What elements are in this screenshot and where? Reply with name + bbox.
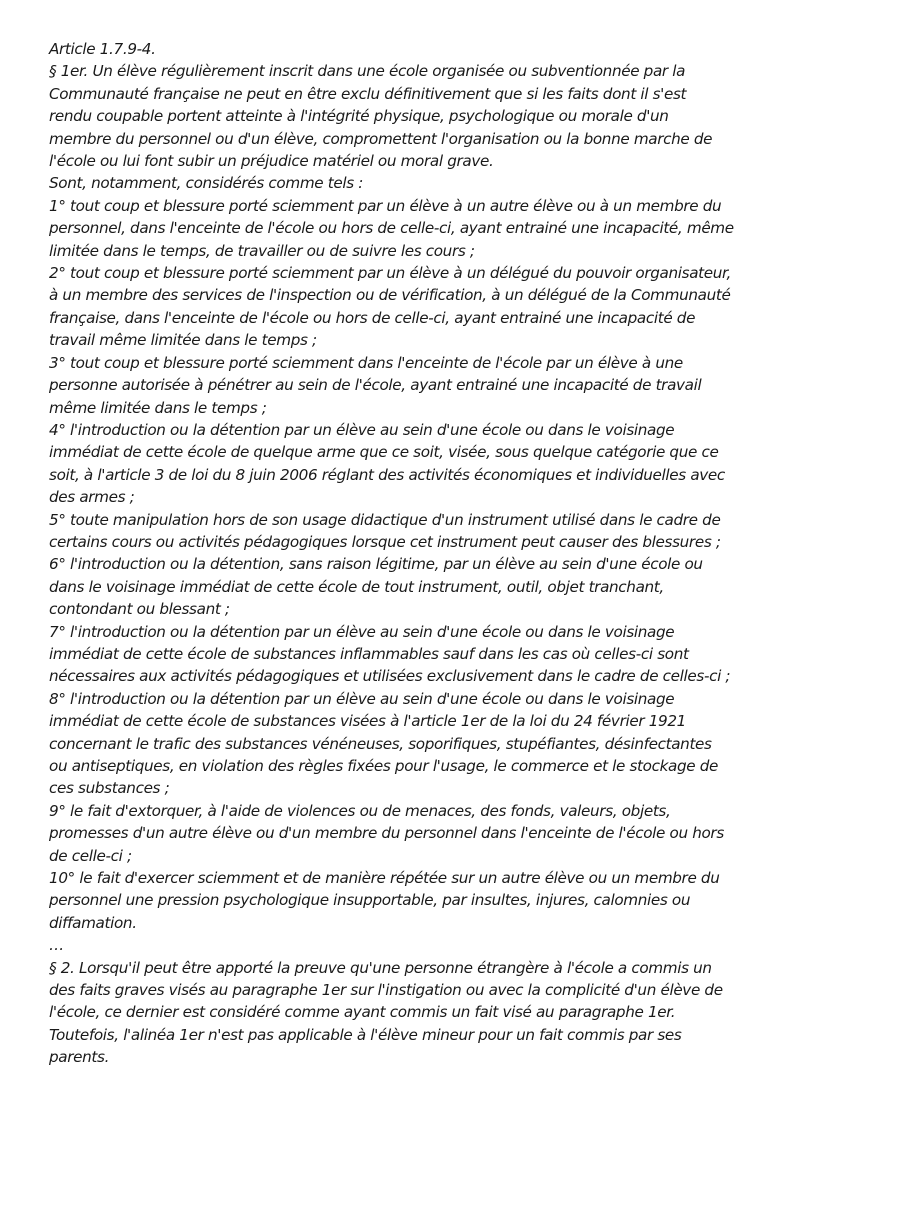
list-item-6-line: dans le voisinage immédiat de cette école de tout instrument, outil, objet tranchant,	[49, 577, 664, 596]
list-item-4-line: 4° l'introduction ou la détention par un élève au sein d'une école ou dans le voisinage	[49, 420, 675, 439]
paragraph-2-line: § 2. Lorsqu'il peut être apporté la preuve qu'une personne étrangère à l'école a commis un	[49, 958, 712, 977]
list-item-8-line: immédiat de cette école de substances visées à l'article 1er de la loi du 24 février 1921	[49, 712, 686, 731]
list-item-2-line: 2° tout coup et blessure porté sciemment par un élève à un délégué du pouvoir organisateur,	[49, 264, 732, 283]
list-item-1-line: personnel, dans l'enceinte de l'école ou hors de celle-ci, ayant entrainé une incapacité, même	[49, 219, 734, 238]
list-item-2-line: à un membre des services de l'inspection ou de vérification, à un délégué de la Communauté	[49, 286, 731, 305]
list-item-2-line: française, dans l'enceinte de l'école ou hors de celle-ci, ayant entrainé une incapacité de	[49, 308, 696, 327]
list-item-8-line: ou antiseptiques, en violation des règles fixées pour l'usage, le commerce et le stockage de	[49, 757, 719, 775]
list-item-6-line: contondant ou blessant ;	[49, 600, 230, 619]
list-item-7-line: immédiat de cette école de substances inflammables sauf dans les cas où celles-ci sont	[49, 644, 689, 663]
list-item-5-line: 5° toute manipulation hors de son usage didactique d'un instrument utilisé dans le cadre de	[49, 510, 721, 529]
paragraph-1-line: § 1er. Un élève régulièrement inscrit dans une école organisée ou subventionnée par la	[49, 62, 686, 81]
document-body	[49, 38, 749, 1069]
list-item-9-line: de celle-ci ;	[49, 846, 132, 865]
paragraph-2-line: Toutefois, l'alinéa 1er n'est pas applicable à l'élève mineur pour un fait commis par ses	[49, 1025, 682, 1044]
list-item-1-line: 1° tout coup et blessure porté sciemment par un élève à un autre élève ou à un membre du	[49, 196, 722, 215]
paragraph-2-line: parents.	[49, 1048, 110, 1067]
list-item-3-line: personne autorisée à pénétrer au sein de l'école, ayant entrainé une incapacité de travail	[49, 376, 702, 395]
list-item-3-line: 3° tout coup et blessure porté sciemment dans l'enceinte de l'école par un élève à une	[49, 353, 683, 372]
list-item-10-line: diffamation.	[49, 913, 137, 932]
list-item-9-line: 9° le fait d'extorquer, à l'aide de violences ou de menaces, des fonds, valeurs, objets,	[49, 801, 671, 820]
list-item-9-line: promesses d'un autre élève ou d'un membre du personnel dans l'enceinte de l'école ou hors	[49, 824, 724, 843]
list-item-8-line: 8° l'introduction ou la détention par un élève au sein d'une école ou dans le voisinage	[49, 689, 675, 708]
list-item-1-line: limitée dans le temps, de travailler ou de suivre les cours ;	[49, 241, 475, 260]
article-heading: Article 1.7.9-4.	[49, 40, 156, 58]
list-item-10-line: personnel une pression psychologique insupportable, par insultes, injures, calomnies ou	[49, 891, 691, 910]
list-item-7-line: 7° l'introduction ou la détention par un élève au sein d'une école ou dans le voisinage	[49, 622, 675, 641]
list-item-4-line: immédiat de cette école de quelque arme que ce soit, visée, sous quelque catégorie que ce	[49, 443, 719, 462]
paragraph-2-line: l'école, ce dernier est considéré comme ayant commis un fait visé au paragraphe 1er.	[49, 1003, 676, 1022]
list-item-3-line: même limitée dans le temps ;	[49, 398, 267, 417]
list-item-8-line: ces substances ;	[49, 779, 170, 798]
paragraph-2-line: des faits graves visés au paragraphe 1er sur l'instigation ou avec la complicité d'un élève de	[49, 981, 723, 1000]
list-intro: Sont, notamment, considérés comme tels :	[49, 174, 364, 193]
list-item-10-line: 10° le fait d'exercer sciemment et de manière répétée sur un autre élève ou un membre du	[49, 869, 720, 888]
paragraph-1-line: membre du personnel ou d'un élève, compromettent l'organisation ou la bonne marche de	[49, 129, 713, 148]
list-item-8-line: concernant le trafic des substances vénéneuses, soporifiques, stupéfiantes, désinfectantes	[49, 734, 712, 753]
list-item-2-line: travail même limitée dans le temps ;	[49, 331, 317, 350]
paragraph-1-line: l'école ou lui font subir un préjudice matériel ou moral grave.	[49, 152, 494, 171]
list-item-6-line: 6° l'introduction ou la détention, sans raison légitime, par un élève au sein d'une école ou	[49, 555, 703, 574]
paragraph-1-line: rendu coupable portent atteinte à l'intégrité physique, psychologique ou morale d'un	[49, 107, 669, 126]
paragraph-1-line: Communauté française ne peut en être exclu définitivement que si les faits dont il s'est	[49, 84, 687, 103]
list-item-4-line: des armes ;	[49, 488, 135, 507]
list-item-7-line: nécessaires aux activités pédagogiques et utilisées exclusivement dans le cadre de celles-ci ;	[49, 667, 731, 686]
list-item-4-line: soit, à l'article 3 de loi du 8 juin 2006 réglant des activités économiques et individuelles avec	[49, 465, 725, 484]
list-item-5-line: certains cours ou activités pédagogiques lorsque cet instrument peut causer des blessures ;	[49, 532, 721, 551]
ellipsis: …	[49, 936, 64, 955]
